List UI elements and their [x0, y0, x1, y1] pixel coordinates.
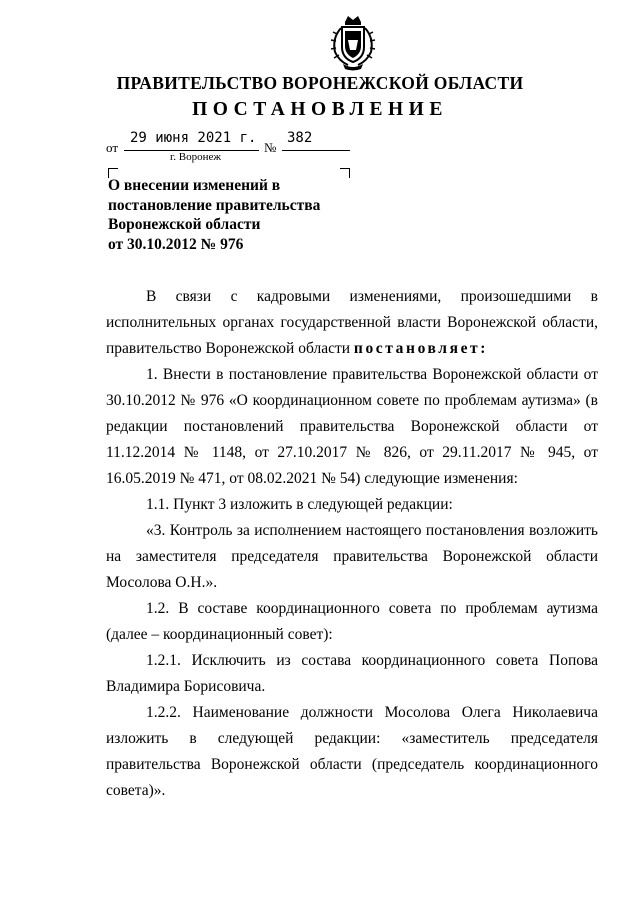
paragraph-1-1: 1.1. Пункт 3 изложить в следующей редакции:: [146, 496, 453, 513]
subject-line: О внесении изменений в: [108, 177, 281, 194]
subject-line: от 30.10.2012 № 976: [108, 235, 244, 253]
document-number: 382: [287, 130, 313, 146]
document-date: 29 июня 2021 г.: [130, 130, 257, 146]
number-label: №: [264, 140, 277, 155]
from-label: от: [106, 140, 119, 155]
paragraph-1: 1. Внести в постановление правительства Воронежской области от 30.10.2012 № 976 «О координационном совете по проблемам аутизма» (в редакции постановлений правительства Воронежской области от 11.12.2014 № 1148, от 27.10.2017 № 826, от 29.11.2017 № 945, от 16.05.2019 № 471, от 08.02.2021 № 54) следующие изменения:: [106, 366, 598, 487]
paragraph-1-2-1: 1.2.1. Исключить из состава координационного совета Попова Владимира Борисовича.: [106, 652, 598, 695]
paragraph-1-2-2: 1.2.2. Наименование должности Мосолова Олега Николаевича изложить в следующей редакции: «заместитель председателя правительства Воронежской области (председатель координационного совета)».: [106, 704, 598, 799]
document-body: [106, 284, 598, 804]
subject-line: постановление правительства: [108, 196, 321, 214]
city-label: г. Воронеж: [170, 151, 221, 163]
preamble-text: В связи с кадровыми изменениями, произошедшими в исполнительных органах государственной власти Воронежской области, правительство Воронежской области: [106, 288, 598, 357]
document-subject: [108, 176, 358, 254]
paragraph-preamble: [106, 284, 598, 362]
paragraph-1-2: 1.2. В составе координационного совета по проблемам аутизма (далее – координационный совет):: [106, 600, 598, 643]
coat-of-arms-icon: [328, 14, 378, 72]
document-type-title: ПОСТАНОВЛЕНИЕ: [192, 99, 448, 120]
organization-title: ПРАВИТЕЛЬСТВО ВОРОНЕЖСКОЙ ОБЛАСТИ: [116, 73, 524, 93]
subject-line: Воронежской области: [108, 216, 261, 233]
decree-word: постановляет:: [353, 340, 489, 357]
paragraph-quote-3: «3. Контроль за исполнением настоящего постановления возложить на заместителя председателя правительства Воронежской области Мосолова О.Н.».: [106, 522, 598, 591]
